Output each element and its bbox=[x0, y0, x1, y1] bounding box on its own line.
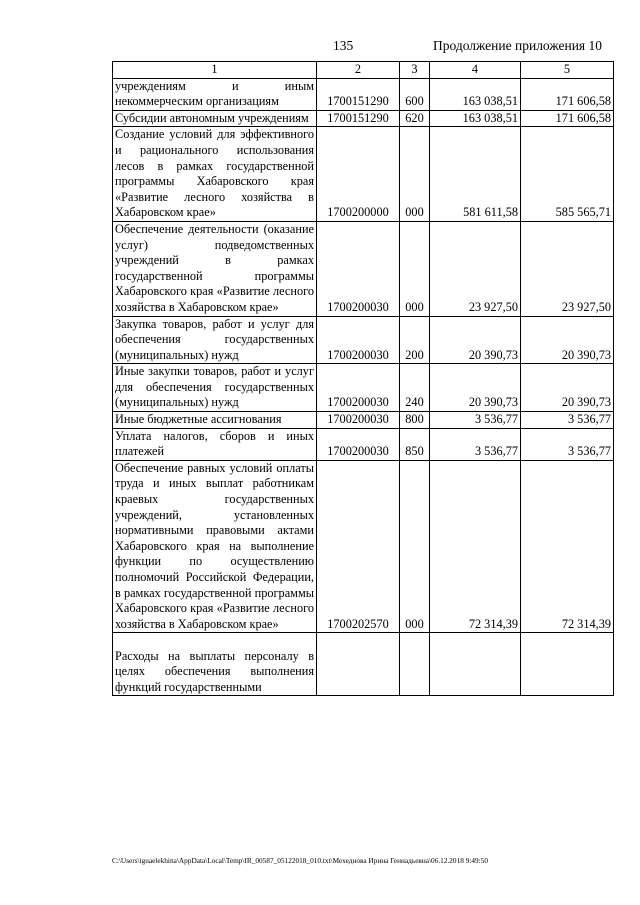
expense-type-code: 600 bbox=[400, 78, 430, 110]
amount-year-2: 171 606,58 bbox=[521, 110, 614, 127]
table-row bbox=[113, 633, 614, 696]
table-row bbox=[113, 412, 614, 429]
file-path-footer: C:\Users\iguaelekhina\AppData\Local\Temp\IR_00587_05122018_010.txt\Мехеднова Ирина Геннадьевна\06.12.2018 9:49:50 bbox=[112, 856, 489, 865]
column-number-row bbox=[113, 62, 614, 79]
amount-year-1: 23 927,50 bbox=[430, 221, 521, 316]
amount-year-1: 20 390,73 bbox=[430, 316, 521, 364]
table-row bbox=[113, 127, 614, 222]
amount-year-1 bbox=[430, 633, 521, 696]
table-row bbox=[113, 316, 614, 364]
expense-type-code: 620 bbox=[400, 110, 430, 127]
expense-name: Иные бюджетные ассигнования bbox=[113, 412, 317, 429]
amount-year-1: 163 038,51 bbox=[430, 78, 521, 110]
amount-year-2: 20 390,73 bbox=[521, 316, 614, 364]
target-code: 1700200030 bbox=[317, 412, 400, 429]
column-number: 1 bbox=[113, 62, 317, 79]
expense-type-code bbox=[400, 633, 430, 696]
expense-type-code: 000 bbox=[400, 127, 430, 222]
expense-name: Обеспечение деятельности (оказание услуг) подведомственных учреждений в рамках государственной программы Хабаровского края «Развитие лесного хозяйства в Хабаровском крае» bbox=[113, 221, 317, 316]
column-number: 3 bbox=[400, 62, 430, 79]
expense-name: Иные закупки товаров, работ и услуг для обеспечения государственных (муниципальных) нужд bbox=[113, 364, 317, 412]
expense-name: учреждениям и иным некоммерческим организациям bbox=[113, 78, 317, 110]
amount-year-2: 3 536,77 bbox=[521, 428, 614, 460]
expense-name: Закупка товаров, работ и услуг для обеспечения государственных (муниципальных) нужд bbox=[113, 316, 317, 364]
amount-year-1: 20 390,73 bbox=[430, 364, 521, 412]
expense-type-code: 000 bbox=[400, 460, 430, 633]
expense-name: Субсидии автономным учреждениям bbox=[113, 110, 317, 127]
target-code: 1700200030 bbox=[317, 364, 400, 412]
amount-year-1: 581 611,58 bbox=[430, 127, 521, 222]
expense-type-code: 850 bbox=[400, 428, 430, 460]
appendix-label: Продолжение приложения 10 bbox=[433, 38, 603, 53]
expense-name: Обеспечение равных условий оплаты труда и иных выплат работникам краевых государственных учреждений, установленных нормативными правовыми актами Хабаровского края на выполнение функции по осуществлению полномочий Российской Федерации, в рамках государственной программы Хабаровского края «Развитие лесного хозяйства в Хабаровском крае» bbox=[113, 460, 317, 633]
target-code bbox=[317, 633, 400, 696]
expense-name: Создание условий для эффективного и рационального использования лесов в рамках государственной программы Хабаровского края «Развитие лесного хозяйства в Хабаровском крае» bbox=[113, 127, 317, 222]
table-row bbox=[113, 460, 614, 633]
amount-year-2: 585 565,71 bbox=[521, 127, 614, 222]
target-code: 1700151290 bbox=[317, 110, 400, 127]
table-row bbox=[113, 221, 614, 316]
target-code: 1700200030 bbox=[317, 316, 400, 364]
expense-type-code: 000 bbox=[400, 221, 430, 316]
budget-table bbox=[112, 61, 614, 696]
amount-year-1: 3 536,77 bbox=[430, 428, 521, 460]
expense-type-code: 800 bbox=[400, 412, 430, 429]
table-row bbox=[113, 364, 614, 412]
amount-year-2 bbox=[521, 633, 614, 696]
amount-year-2: 3 536,77 bbox=[521, 412, 614, 429]
expense-name: Уплата налогов, сборов и иных платежей bbox=[113, 428, 317, 460]
expense-name: Расходы на выплаты персоналу в целях обеспечения выполнения функций государственными bbox=[113, 633, 317, 696]
table-row bbox=[113, 428, 614, 460]
amount-year-1: 72 314,39 bbox=[430, 460, 521, 633]
column-number: 2 bbox=[317, 62, 400, 79]
table-row bbox=[113, 110, 614, 127]
target-code: 1700202570 bbox=[317, 460, 400, 633]
expense-type-code: 240 bbox=[400, 364, 430, 412]
amount-year-2: 20 390,73 bbox=[521, 364, 614, 412]
column-number: 5 bbox=[521, 62, 614, 79]
amount-year-2: 23 927,50 bbox=[521, 221, 614, 316]
amount-year-2: 171 606,58 bbox=[521, 78, 614, 110]
amount-year-1: 3 536,77 bbox=[430, 412, 521, 429]
table-row bbox=[113, 78, 614, 110]
page-number: 135 bbox=[333, 38, 354, 53]
expense-type-code: 200 bbox=[400, 316, 430, 364]
target-code: 1700200000 bbox=[317, 127, 400, 222]
target-code: 1700151290 bbox=[317, 78, 400, 110]
target-code: 1700200030 bbox=[317, 428, 400, 460]
amount-year-1: 163 038,51 bbox=[430, 110, 521, 127]
target-code: 1700200030 bbox=[317, 221, 400, 316]
amount-year-2: 72 314,39 bbox=[521, 460, 614, 633]
column-number: 4 bbox=[430, 62, 521, 79]
